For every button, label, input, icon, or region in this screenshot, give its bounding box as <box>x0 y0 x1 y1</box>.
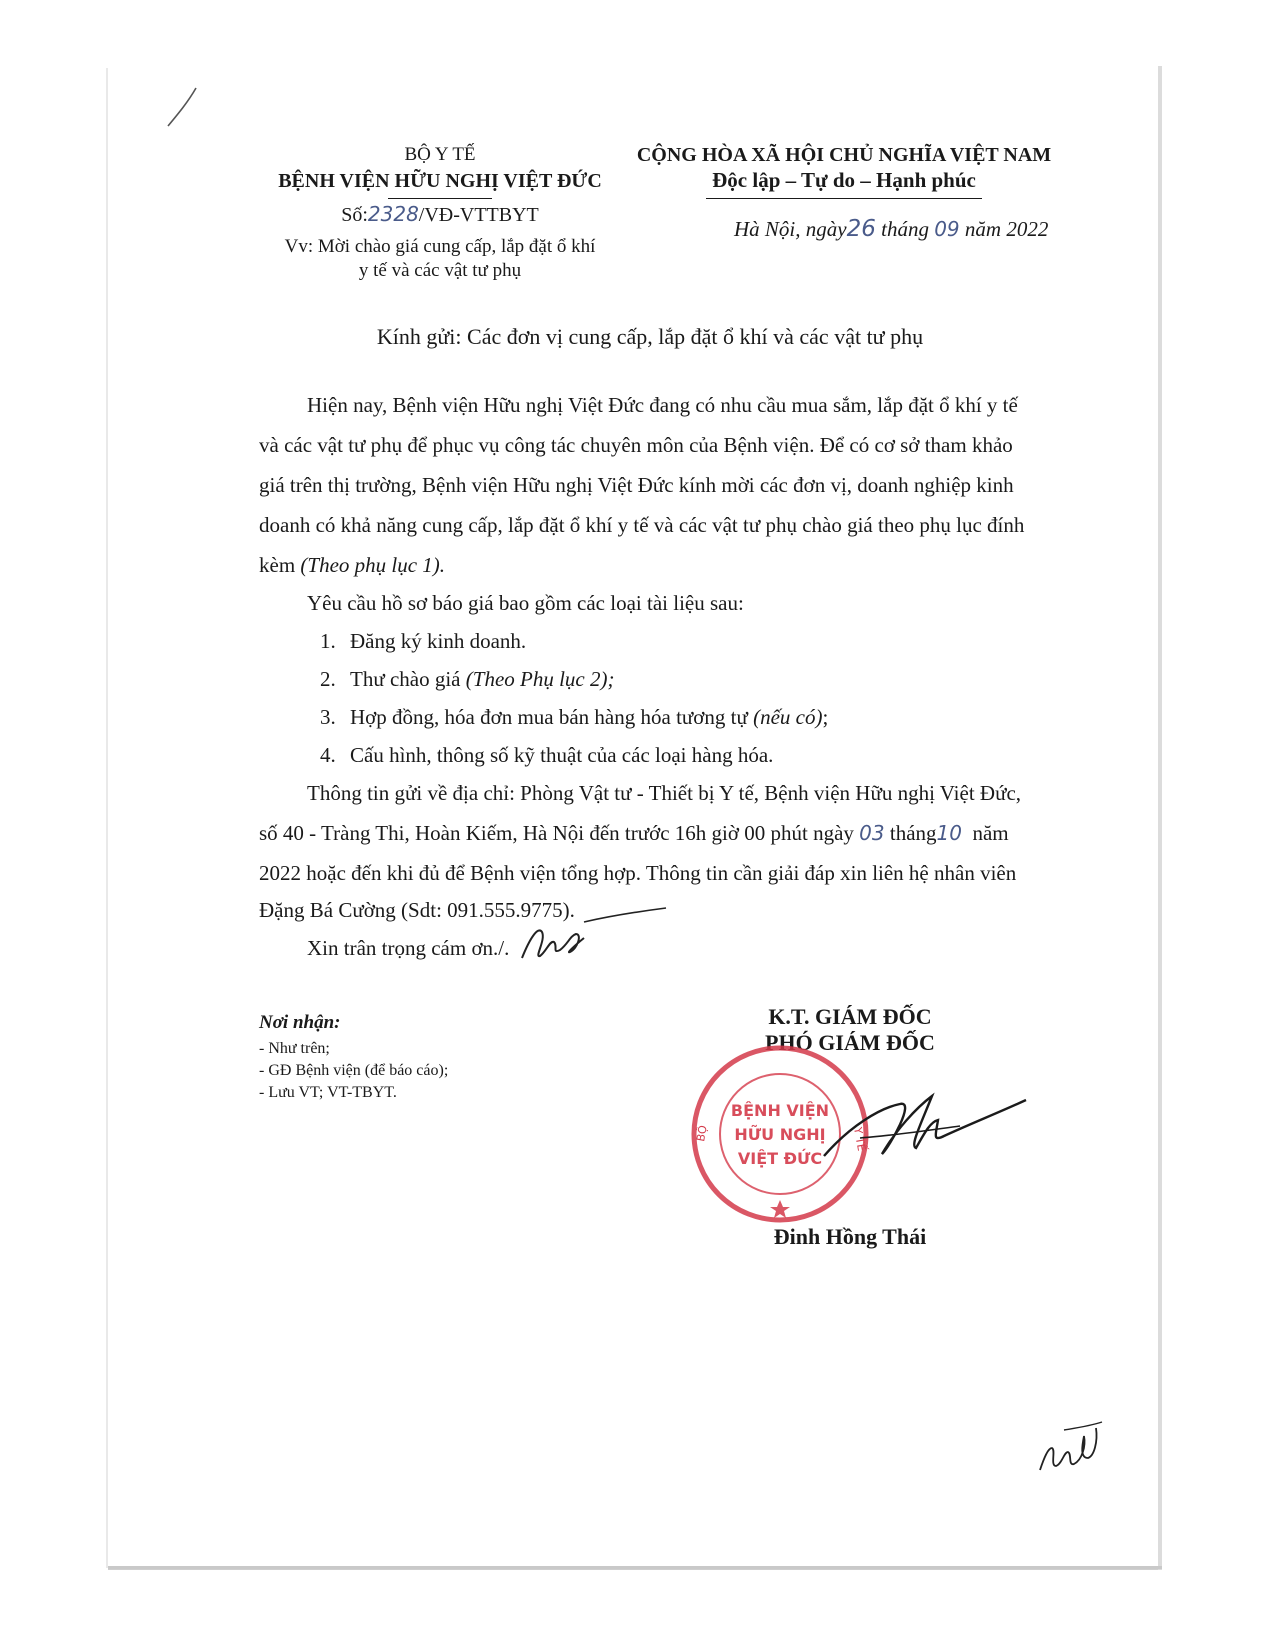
salutation: Kính gửi: Các đơn vị cung cấp, lắp đặt ổ khí và các vật tư phụ <box>376 324 924 349</box>
list-item-number: 3. <box>320 705 336 729</box>
page-edge-right <box>1158 66 1162 1570</box>
date-month: 09 <box>934 217 960 241</box>
body-p1-line-1: Hiện nay, Bệnh viện Hữu nghị Việt Đức đang có nhu cầu mua sắm, lắp đặt ổ khí y tế <box>307 393 1018 417</box>
list-item-note: (nếu có) <box>753 705 823 729</box>
deadline-month-label: tháng <box>889 821 937 845</box>
deadline-year-label: năm <box>972 821 1009 845</box>
list-item-number: 2. <box>320 667 336 691</box>
deadline-text: số 40 - Tràng Thi, Hoàn Kiếm, Hà Nội đến trước 16h giờ 00 phút ngày <box>259 821 854 845</box>
list-item-number: 1. <box>320 629 336 653</box>
seal-side-left: BỘ <box>694 1124 710 1143</box>
number-prefix: Số: <box>341 204 368 226</box>
list-item <box>320 621 526 661</box>
subject-line-2: y tế và các vật tư phụ <box>358 260 522 281</box>
seal-star-icon <box>770 1200 790 1218</box>
list-item-number: 4. <box>320 743 336 767</box>
number-handwritten: 2328 <box>367 202 419 226</box>
date-year: năm 2022 <box>964 217 1049 241</box>
closing-line: Xin trân trọng cám ơn./. <box>307 936 510 960</box>
body-p1-line-3: giá trên thị trường, Bệnh viện Hữu nghị Việt Đức kính mời các đơn vị, doanh nghiệp kinh <box>259 473 1014 497</box>
initial-signature <box>516 918 588 968</box>
seal-text-1: BỆNH VIỆN <box>730 1101 830 1120</box>
body-p2-line-4: Đặng Bá Cường (Sdt: 091.555.9775). <box>259 898 575 922</box>
body-p1-line-5 <box>259 545 445 585</box>
director-signature <box>820 1086 1030 1176</box>
list-item-text: Hợp đồng, hóa đơn mua bán hàng hóa tương tự <box>350 705 754 729</box>
pen-mark <box>160 84 200 130</box>
appendix-1-reference: (Theo phụ lục 1). <box>300 553 446 577</box>
list-item-text: Cấu hình, thông số kỹ thuật của các loại hàng hóa. <box>350 743 774 767</box>
recipients-title: Nơi nhận: <box>259 1012 341 1033</box>
deadline-day: 03 <box>859 821 885 845</box>
deadline-month: 10 <box>936 821 962 845</box>
signature-title-1: K.T. GIÁM ĐỐC <box>768 1004 932 1029</box>
date-prefix: Hà Nội, ngày <box>734 217 847 241</box>
body-p2-line-2 <box>259 813 1009 853</box>
body-p2-line-3: 2022 hoặc đến khi đủ để Bệnh viện tổng hợp. Thông tin cần giải đáp xin liên hệ nhân viên <box>259 861 1017 885</box>
page-initials <box>1034 1418 1106 1478</box>
country-name: CỘNG HÒA XÃ HỘI CHỦ NGHĨA VIỆT NAM <box>636 144 1052 166</box>
list-item <box>320 735 773 775</box>
initial-stroke <box>580 900 670 930</box>
body-p1-kem: kèm <box>259 553 301 577</box>
body-p2-line-1: Thông tin gửi về địa chỉ: Phòng Vật tư - Thiết bị Y tế, Bệnh viện Hữu nghị Việt Đức, <box>307 781 1022 805</box>
list-item-text: Đăng ký kinh doanh. <box>350 629 527 653</box>
signature-title-2: PHÓ GIÁM ĐỐC <box>765 1030 935 1055</box>
body-p1-line-4: doanh có khả năng cung cấp, lắp đặt ổ khí y tế và các vật tư phụ chào giá theo phụ lục đính <box>259 513 1025 537</box>
body-p1-line-2: và các vật tư phụ để phục vụ công tác chuyên môn của Bệnh viện. Để có cơ sở tham khảo <box>259 433 1013 457</box>
document-number <box>268 202 612 227</box>
seal-text-2: HỮU NGHỊ <box>734 1125 826 1144</box>
header-left-underline <box>388 198 492 199</box>
hospital-name: BỆNH VIỆN HỮU NGHỊ VIỆT ĐỨC <box>278 170 602 192</box>
recipient-item: - Như trên; <box>259 1040 330 1057</box>
list-item <box>320 659 614 699</box>
number-suffix: /VĐ-VTTBYT <box>418 204 539 226</box>
recipient-item: - Lưu VT; VT-TBYT. <box>259 1084 397 1101</box>
motto-underline <box>706 198 982 199</box>
seal-text-3: VIỆT ĐỨC <box>737 1149 823 1168</box>
subject-line-1: Vv: Mời chào giá cung cấp, lắp đặt ổ khí <box>284 236 596 257</box>
national-motto: Độc lập – Tự do – Hạnh phúc <box>712 168 976 192</box>
recipient-item: - GĐ Bệnh viện (để báo cáo); <box>259 1062 449 1079</box>
appendix-2-reference: (Theo Phụ lục 2); <box>465 667 615 691</box>
requirements-intro: Yêu cầu hồ sơ báo giá bao gồm các loại tài liệu sau: <box>307 591 744 615</box>
list-item-text: Thư chào giá <box>350 667 466 691</box>
page-edge-bottom <box>108 1566 1162 1569</box>
list-item <box>320 697 828 737</box>
list-item-tail: ; <box>822 705 829 729</box>
date-day: 26 <box>846 216 876 242</box>
signer-name: Đinh Hồng Thái <box>773 1224 927 1249</box>
date-month-label: tháng <box>881 217 929 241</box>
seal-side-right: Y TẾ <box>851 1126 868 1153</box>
date-line <box>734 216 1048 242</box>
ministry-name: BỘ Y TẾ <box>404 144 476 165</box>
